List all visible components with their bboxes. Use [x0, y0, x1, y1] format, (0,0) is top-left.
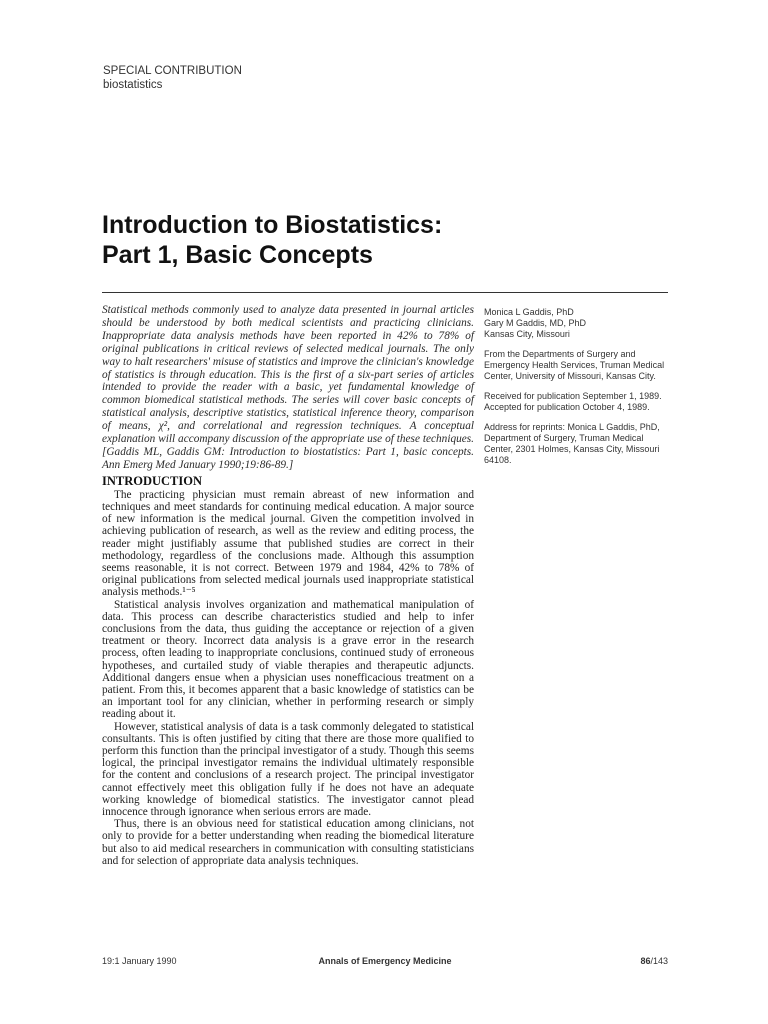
body-paragraph-1: The practicing physician must remain abreast of new information and techniques and meet standards for continuing medical education. A major source of new information is the medical journal. Given the competition involved in achieving publication of research, as well as the review and editing process, the reader might justifiably assume that published studies are correct in their methodology, regardless of the conclusions made. Although this assumption seems reasonable, it is not correct. Between 1979 and 1984, 42% to 78% of original publications from selected medical journals used inappropriate statistical analysis methods.¹⁻⁵	[102, 488, 474, 599]
section-header	[103, 64, 242, 92]
issue-date: 19:1 January 1990	[102, 956, 177, 966]
publication-dates: Received for publication September 1, 1989. Accepted for publication October 4, 1989.	[484, 391, 662, 412]
author-list	[484, 307, 668, 340]
subsection-label: biostatistics	[103, 79, 163, 91]
affiliation: From the Departments of Surgery and Emergency Health Services, Truman Medical Center, University of Missouri, Kansas City.	[484, 349, 665, 381]
article-title	[102, 210, 442, 270]
main-column	[102, 304, 474, 867]
page-total: /143	[650, 956, 668, 966]
section-heading-introduction: INTRODUCTION	[102, 473, 203, 488]
sidebar	[484, 307, 668, 475]
author-2: Gary M Gaddis, MD, PhD	[484, 318, 587, 328]
title-line-2: Part 1, Basic Concepts	[102, 241, 373, 269]
page-current: 86	[640, 956, 651, 966]
body-paragraph-3: However, statistical analysis of data is a task commonly delegated to statistical consultants. This is often justified by citing that there are those more qualified to perform this function than the principal investigator of a study. Though this seems logical, the principal investigator remains the individual ultimately responsible for the content and conclusions of a research project. The principal investigator cannot effectively meet this obligation fully if he does not have an adequate working knowledge of biomedical statistics. The investigator cannot plead innocence through ignorance when serious errors are made.	[102, 720, 474, 819]
page-number	[640, 956, 668, 966]
author-1: Monica L Gaddis, PhD	[484, 307, 574, 317]
reprint-address: Address for reprints: Monica L Gaddis, PhD, Department of Surgery, Truman Medical Center, 2301 Holmes, Kansas City, Missouri 64108.	[484, 422, 660, 465]
section-label: SPECIAL CONTRIBUTION	[103, 65, 242, 77]
journal-name: Annals of Emergency Medicine	[318, 956, 452, 966]
abstract: Statistical methods commonly used to analyze data presented in journal articles should be understood by both medical scientists and practicing clinicians. Inappropriate data analysis methods have been reported in 42% to 78% of original publications in critical reviews of selected medical journals. The only way to halt researchers' misuse of statistics and improve the clinician's knowledge of statistics is through education. This is the first of a six-part series of articles intended to provide the reader with a basic, yet fundamental knowledge of common biomedical statistical methods. The series will cover basic concepts of statistical analysis, descriptive statistics, statistical inference theory, comparison of means, χ², and correlational and regression techniques. A conceptual explanation will accompany discussion of the appropriate use of these techniques. [Gaddis ML, Gaddis GM: Introduction to biostatistics: Part 1, basic concepts. Ann Emerg Med January 1990;19:86-89.]	[102, 304, 474, 471]
title-line-1: Introduction to Biostatistics:	[102, 211, 443, 239]
title-divider	[102, 292, 668, 293]
author-location: Kansas City, Missouri	[484, 329, 570, 339]
body-paragraph-4: Thus, there is an obvious need for statistical education among clinicians, not only to provide for a better understanding when reading the biomedical literature but also to aid medical researchers in communication with consulting statisticians and for selection of appropriate data analysis techniques.	[102, 818, 474, 867]
page-footer	[102, 956, 668, 970]
body-paragraph-2: Statistical analysis involves organization and mathematical manipulation of data. This process can describe characteristics studied and help to infer conclusions from the data, thus guiding the acceptance or rejection of a given treatment or theory. Incorrect data analysis is a grave error in the research process, often leading to inappropriate conclusions, continued study of erroneous hypotheses, and curtailed study of viable therapies and therapeutic adjuncts. Additional dangers ensue when a physician uses nonefficacious treatment on a patient. From this, it becomes apparent that a basic knowledge of statistics can be an important tool for any clinician, whether in performing research or simply reading about it.	[102, 598, 474, 721]
